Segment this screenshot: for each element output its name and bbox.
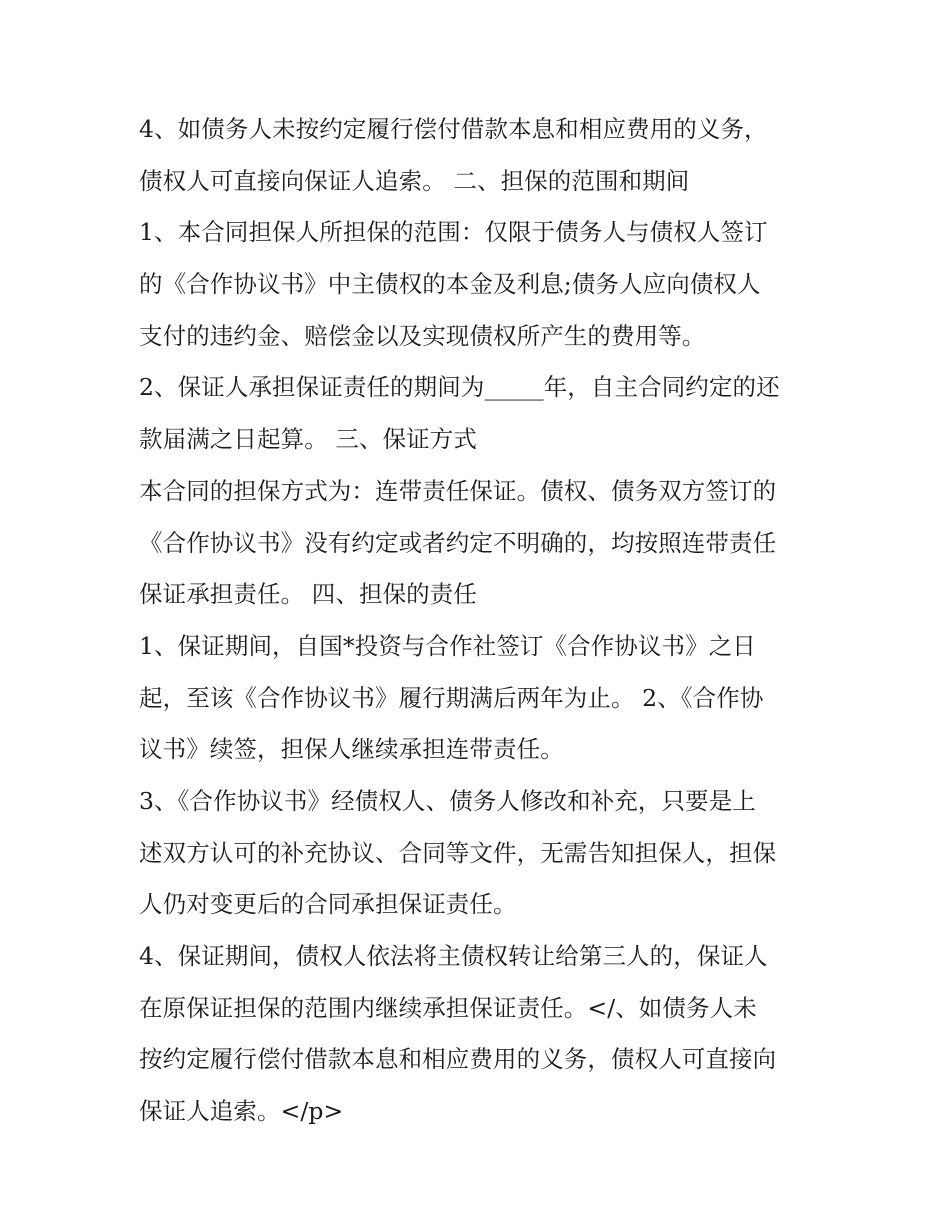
text-line: 起，至该《合作协议书》履行期满后两年为止。 2、《合作协 <box>139 683 764 712</box>
document-body <box>139 104 829 1138</box>
text-line: 1、本合同担保人所担保的范围：仅限于债务人与债权人签订 <box>139 218 768 247</box>
text-line: 保证人追索。</p> <box>139 1097 344 1126</box>
text-line: 的《合作协议书》中主债权的本金及利息;债务人应向债权人 <box>139 270 761 299</box>
text-line: 2、保证人承担保证责任的期间为_____年，自主合同约定的还 <box>139 373 780 402</box>
text-line: 4、保证期间，债权人依法将主债权转让给第三人的，保证人 <box>139 942 768 970</box>
text-line: 3、《合作协议书》经债权人、债务人修改和补充，只要是上 <box>139 786 756 815</box>
text-line: 《合作协议书》没有约定或者约定不明确的，均按照连带责任 <box>139 528 777 557</box>
text-line: 述双方认可的补充协议、合同等文件，无需告知担保人，担保 <box>139 838 777 867</box>
text-line: 1、保证期间，自国*投资与合作社签订《合作协议书》之日 <box>139 631 756 660</box>
text-line: 本合同的担保方式为：连带责任保证。债权、债务双方签订的 <box>139 476 777 505</box>
text-line: 债权人可直接向保证人追索。 二、担保的范围和期间 <box>139 166 690 195</box>
text-line: 人仍对变更后的合同承担保证责任。 <box>139 890 517 919</box>
text-line: 款届满之日起算。 三、保证方式 <box>139 425 477 454</box>
text-line: 议书》续签，担保人继续承担连带责任。 <box>139 735 564 764</box>
text-line: 支付的违约金、赔偿金以及实现债权所产生的费用等。 <box>139 321 706 350</box>
text-line: 保证承担责任。 四、担保的责任 <box>139 580 477 609</box>
text-line: 在原保证担保的范围内继续承担保证责任。</、如债务人未 <box>139 993 757 1022</box>
text-line: 4、如债务人未按约定履行偿付借款本息和相应费用的义务， <box>139 115 768 143</box>
text-line: 按约定履行偿付借款本息和相应费用的义务，债权人可直接向 <box>139 1045 777 1074</box>
